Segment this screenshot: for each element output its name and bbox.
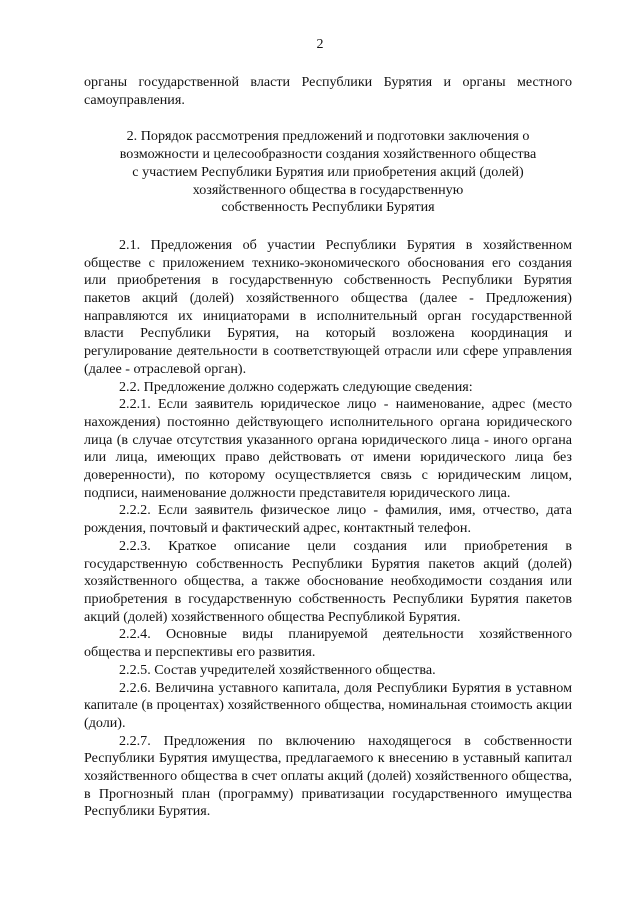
paragraph-2-2-3: 2.2.3. Краткое описание цели создания или приобретения в государственную собственность Республики Бурятия пакетов акций (долей) хозяйственного общества, а также обоснование необходимости создания или приобретения в государственную собственность Республики Бурятия пакетов акций (долей) хозяйственного общества Республикой Бурятия. [84, 537, 572, 625]
heading-line: возможности и целесообразности создания хозяйственного общества [119, 146, 537, 163]
paragraph-2-2: 2.2. Предложение должно содержать следующие сведения: [119, 378, 473, 395]
page-number: 2 [316, 37, 324, 52]
paragraph-2-2-1: 2.2.1. Если заявитель юридическое лицо - наименование, адрес (место нахождения) постоянно действующего исполнительного органа юридического лица (в случае отсутствия указанного органа юридического лица - иного органа или лица, имеющих право действовать от имени юридического лица без доверенности), по которому осуществляется связь с юридическим лицом, подписи, наименование должности представителя юридического лица. [84, 396, 572, 501]
paragraph-2-2-2: 2.2.2. Если заявитель физическое лицо - фамилия, имя, отчество, дата рождения, почтовый и фактический адрес, контактный телефон. [84, 502, 572, 537]
heading-line: хозяйственного общества в государственную [192, 181, 464, 198]
paragraph-2-2-4: 2.2.4. Основные виды планируемой деятельности хозяйственного общества и перспективы его развития. [84, 626, 572, 661]
intro-paragraph: органы государственной власти Республики Бурятия и органы местного самоуправления. [84, 74, 572, 108]
paragraph-2-2-6: 2.2.6. Величина уставного капитала, доля Республики Бурятия в уставном капитале (в процентах) хозяйственного общества, номинальная стоимость акции (доли). [84, 679, 572, 731]
paragraph-2-2-7: 2.2.7. Предложения по включению находящегося в собственности Республики Бурятия имущества, предлагаемого к внесению в уставный капитал хозяйственного общества в счет оплаты акций (долей) хозяйственного общества, в Прогнозный план (программу) приватизации государственного имущества Республики Бурятия. [84, 732, 572, 820]
heading-line: собственность Республики Бурятия [221, 199, 435, 216]
section-heading [84, 128, 572, 217]
heading-line: 2. Порядок рассмотрения предложений и подготовки заключения о [126, 128, 530, 145]
paragraph-2-2-5: 2.2.5. Состав учредителей хозяйственного общества. [119, 661, 436, 678]
document-body [84, 74, 572, 821]
heading-line: с участием Республики Бурятия или приобретения акций (долей) [132, 163, 524, 180]
paragraph-2-1: 2.1. Предложения об участии Республики Бурятия в хозяйственном обществе с приложением технико-экономического обоснования его создания или приобретения в государственную собственность Республики Бурятия пакетов акций (долей) хозяйственного общества (далее - Предложения) направляются их инициаторами в исполнительный орган государственной власти Республики Бурятия, на который возложена координация и регулирование деятельности в соответствующей отрасли или сфере управления (далее - отраслевой орган). [84, 236, 572, 377]
